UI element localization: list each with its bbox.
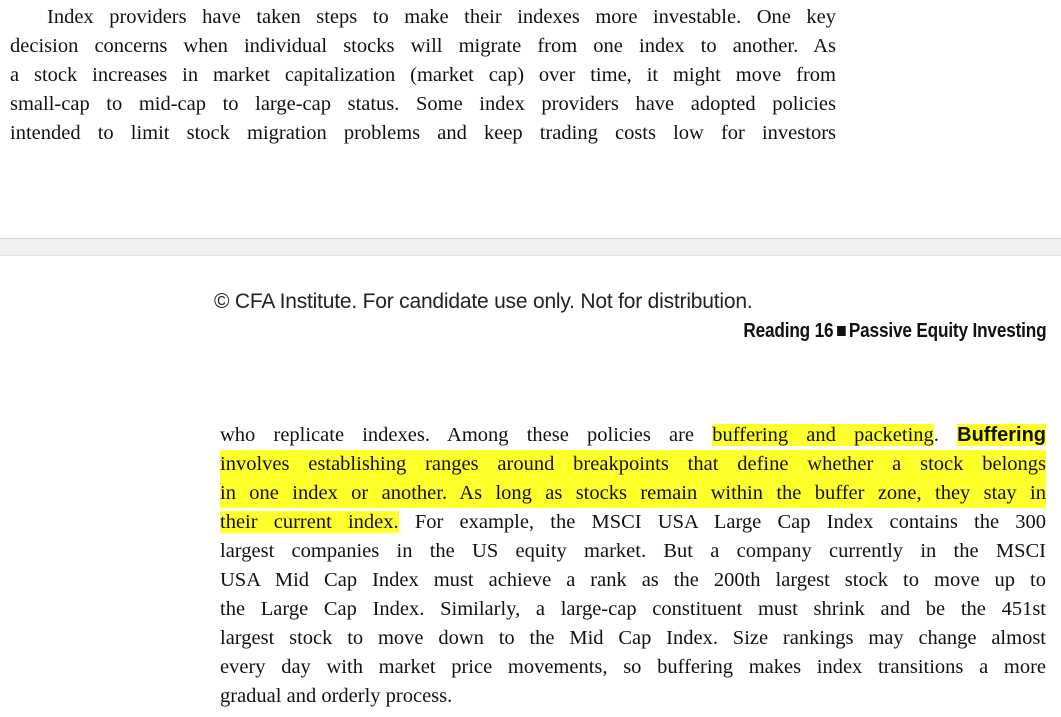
highlighted-line: in one index or another. As long as stocks remain within the buffer zone, they stay in	[220, 479, 1046, 508]
top-paragraph	[10, 3, 836, 148]
text-line: largest companies in the US equity market. But a company currently in the MSCI	[220, 540, 1046, 562]
text-line: decision concerns when individual stocks will migrate from one index to another. As	[10, 35, 836, 57]
text-segment: who replicate indexes. Among these policies are	[220, 424, 713, 446]
square-separator-icon	[836, 326, 845, 336]
text-line: small-cap to mid-cap to large-cap status. Some index providers have adopted policies	[10, 93, 836, 115]
text-line: USA Mid Cap Index must achieve a rank as the 200th largest stock to move up to	[220, 569, 1046, 591]
text-line: gradual and orderly process.	[220, 685, 453, 707]
text-line: every day with market price movements, so buffering makes index transitions a more	[220, 656, 1046, 678]
page-separator	[0, 238, 1061, 256]
text-segment: For example, the MSCI USA Large Cap Index contains the 300	[398, 511, 1046, 533]
text-line	[220, 421, 1046, 450]
text-line: Index providers have taken steps to make their indexes more investable. One key	[47, 6, 836, 28]
reading-number: Reading 16	[742, 320, 833, 342]
text-line: the Large Cap Index. Similarly, a large-cap constituent must shrink and be the 451st	[220, 598, 1046, 620]
text-segment: .	[933, 424, 958, 446]
text-line: largest stock to move down to the Mid Cap Index. Size rankings may change almost	[220, 627, 1046, 649]
copyright-notice: © CFA Institute. For candidate use only. Not for distribution.	[214, 290, 753, 313]
highlighted-text: their current index.	[220, 511, 399, 533]
running-header	[743, 320, 1046, 343]
highlighted-text: buffering and packeting	[712, 424, 934, 446]
text-line: a stock increases in market capitalization (market cap) over time, it might move from	[10, 64, 836, 86]
highlighted-line: involves establishing ranges around breakpoints that define whether a stock belongs	[220, 450, 1046, 479]
main-paragraph	[220, 421, 1046, 711]
defined-term: Buffering	[957, 424, 1047, 446]
text-line	[220, 508, 1046, 537]
previous-page	[0, 0, 1061, 238]
reading-title: Passive Equity Investing	[848, 320, 1046, 342]
text-line: intended to limit stock migration problems and keep trading costs low for investors	[10, 122, 836, 144]
